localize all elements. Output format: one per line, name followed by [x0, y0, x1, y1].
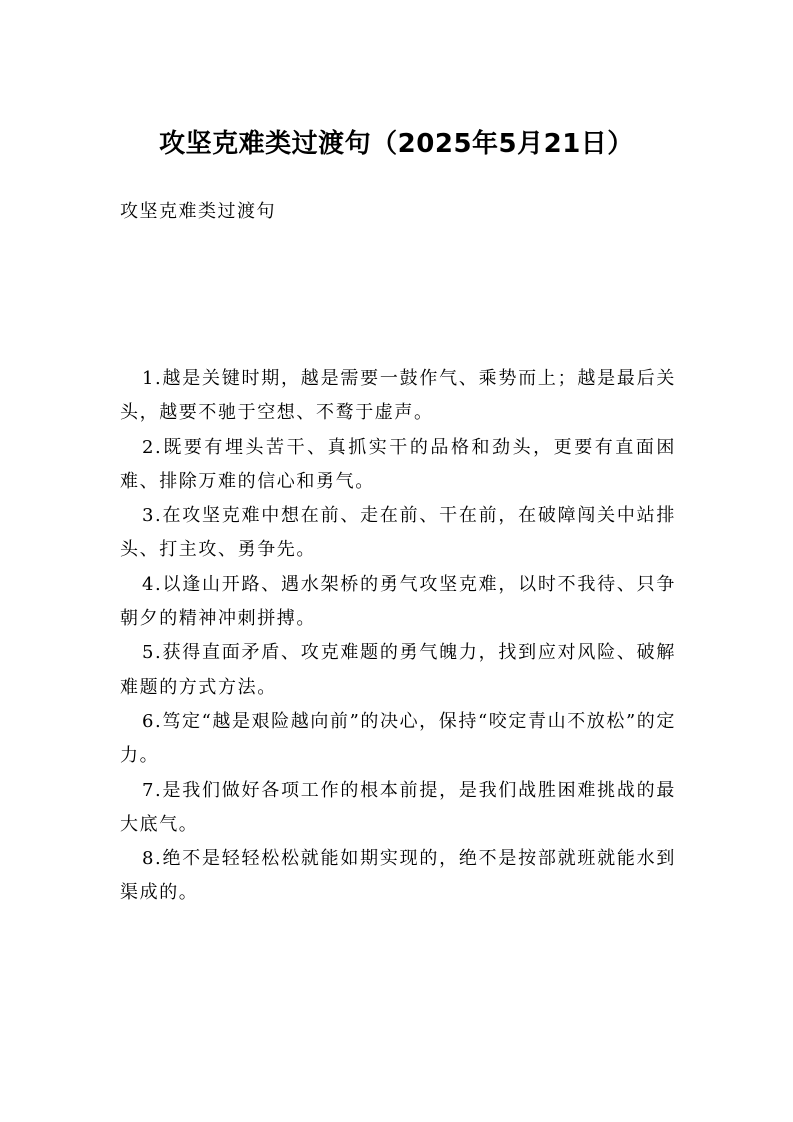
- paragraph-item-7: 7.是我们做好各项工作的根本前提，是我们战胜困难挑战的最大底气。: [120, 779, 676, 835]
- paragraph-list: [120, 362, 676, 911]
- paragraph-item-8: 8.绝不是轻轻松松就能如期实现的，绝不是按部就班就能水到渠成的。: [120, 848, 676, 904]
- paragraph-item-6: 6.笃定“越是艰险越向前”的决心，保持“咬定青山不放松”的定力。: [120, 710, 676, 767]
- paragraph-item-1: 1.越是关键时期，越是需要一鼓作气、乘势而上；越是最后关头，越要不驰于空想、不鹜于虚声。: [120, 368, 676, 424]
- paragraph-item-2: 2.既要有埋头苦干、真抓实干的品格和劲头，更要有直面困难、排除万难的信心和勇气。: [120, 436, 676, 492]
- paragraph-item-4: 4.以逢山开路、遇水架桥的勇气攻坚克难，以时不我待、只争朝夕的精神冲刺拼搏。: [120, 573, 676, 630]
- paragraph-item-3: 3.在攻坚克难中想在前、走在前、干在前，在破障闯关中站排头、打主攻、勇争先。: [120, 505, 676, 561]
- paragraph-item-5: 5.获得直面矛盾、攻克难题的勇气魄力，找到应对风险、破解难题的方式方法。: [120, 642, 676, 698]
- document-subtitle: 攻坚克难类过渡句: [120, 201, 276, 222]
- document-title: 攻坚克难类过渡句（2025年5月21日）: [159, 129, 634, 159]
